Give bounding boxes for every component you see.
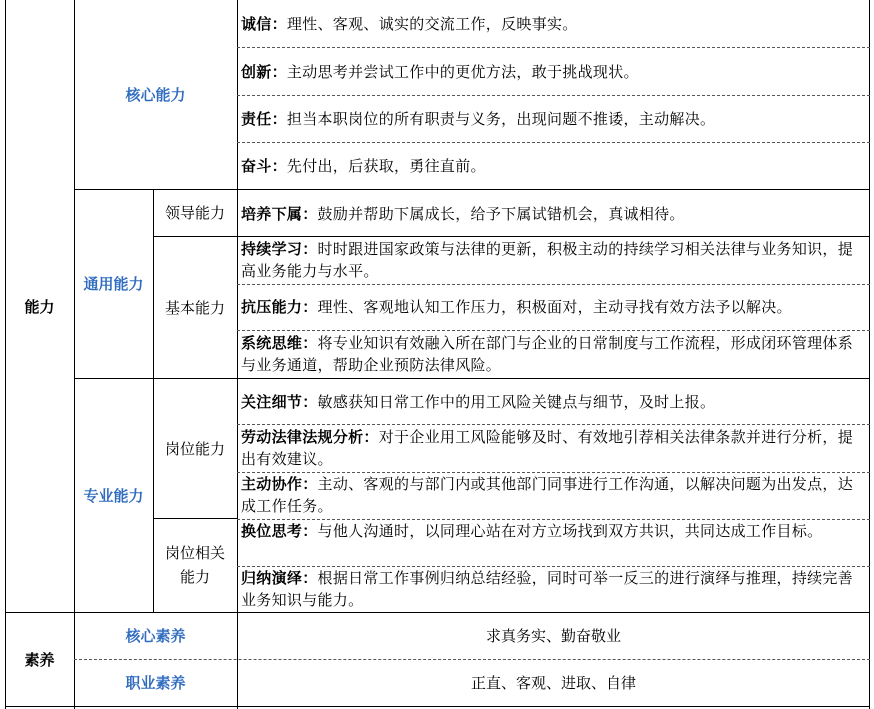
item-term: 培养下属： [241, 205, 318, 223]
item-desc: 主动思考并尝试工作中的更优方法，敢于挑战现状。 [286, 63, 639, 81]
competency-item [241, 238, 859, 282]
item-term: 劳动法律法规分析： [241, 428, 379, 446]
core-quality-value: 求真务实、勤奋敬业 [485, 627, 621, 645]
item-desc: 将专业知识有效融入所在部门与企业的日常制度与工作流程，形成闭环管理体系与业务通道，帮助企业预防法律风险。 [241, 334, 854, 374]
subgroup-position: 岗位能力 [164, 439, 225, 458]
competency-item [241, 296, 859, 318]
table-border-bottom [5, 706, 870, 707]
subgroup-position-related: 岗位相关能力 [164, 544, 225, 586]
item-term: 持续学习： [241, 240, 318, 258]
professional-quality-value: 正直、客观、进取、自律 [470, 674, 636, 692]
item-term: 奋斗： [241, 157, 287, 175]
competency-item [241, 13, 859, 35]
row-divider [237, 330, 870, 331]
item-desc: 理性、客观地认知工作压力，积极面对，主动寻找有效方法予以解决。 [317, 298, 792, 316]
item-term: 系统思维： [241, 334, 318, 352]
item-desc: 时时跟进国家政策与法律的更新，积极主动的持续学习相关法律与业务知识，提高业务能力与水平。 [241, 240, 854, 280]
item-desc: 担当本职岗位的所有职责与义务，出现问题不推诿，主动解决。 [286, 110, 716, 128]
item-desc: 鼓励并帮助下属成长，给予下属试错机会，真诚相待。 [317, 205, 685, 223]
table-border-right [869, 0, 870, 709]
group-professional-ability: 专业能力 [83, 486, 144, 505]
category-ability: 能力 [24, 297, 55, 316]
competency-item [241, 203, 859, 225]
item-term: 抗压能力： [241, 298, 318, 316]
item-desc: 对于企业用工风险能够及时、有效地引荐相关法律条款并进行分析，提出有效建议。 [241, 428, 854, 468]
table-divider [153, 236, 870, 237]
competency-item [241, 520, 859, 542]
row-divider [237, 47, 870, 48]
competency-item [241, 332, 859, 376]
subgroup-leadership: 领导能力 [164, 204, 225, 222]
competency-item [241, 567, 859, 611]
item-desc: 理性、客观、诚实的交流工作，反映事实。 [286, 15, 578, 33]
category-quality: 素养 [24, 650, 55, 669]
item-term: 归纳演绎： [241, 569, 318, 587]
item-desc: 先付出，后获取，勇往直前。 [286, 157, 486, 175]
group-core-quality: 核心素养 [125, 627, 186, 645]
item-term: 换位思考： [241, 522, 318, 540]
row-divider [237, 95, 870, 96]
competency-item [241, 61, 859, 83]
row-divider [237, 142, 870, 143]
row-divider [237, 424, 870, 425]
group-professional-quality: 职业素养 [125, 674, 186, 692]
item-desc: 主动、客观的与部门内或其他部门同事进行工作沟通，以解决问题为出发点，达成工作任务。 [241, 475, 854, 515]
item-term: 创新： [241, 63, 287, 81]
item-term: 诚信： [241, 15, 287, 33]
competency-item [241, 108, 859, 130]
item-desc: 与他人沟通时，以同理心站在对方立场找到双方共识，共同达成工作目标。 [317, 522, 823, 540]
competency-item [241, 426, 859, 470]
competency-item [241, 391, 859, 413]
group-general-ability: 通用能力 [83, 275, 144, 293]
item-desc: 敏感获知日常工作中的用工风险关键点与细节，及时上报。 [317, 393, 716, 411]
competency-item [241, 155, 859, 177]
subgroup-basic: 基本能力 [164, 298, 225, 317]
table-divider [237, 0, 238, 709]
competency-item [241, 473, 859, 517]
item-desc: 根据日常工作事例归纳总结经验，同时可举一反三的进行演绎与推理，持续完善业务知识与能力。 [241, 569, 854, 609]
item-term: 主动协作： [241, 475, 318, 493]
item-term: 关注细节： [241, 393, 318, 411]
group-core-ability: 核心能力 [125, 86, 186, 104]
row-divider [237, 284, 870, 285]
item-term: 责任： [241, 110, 287, 128]
